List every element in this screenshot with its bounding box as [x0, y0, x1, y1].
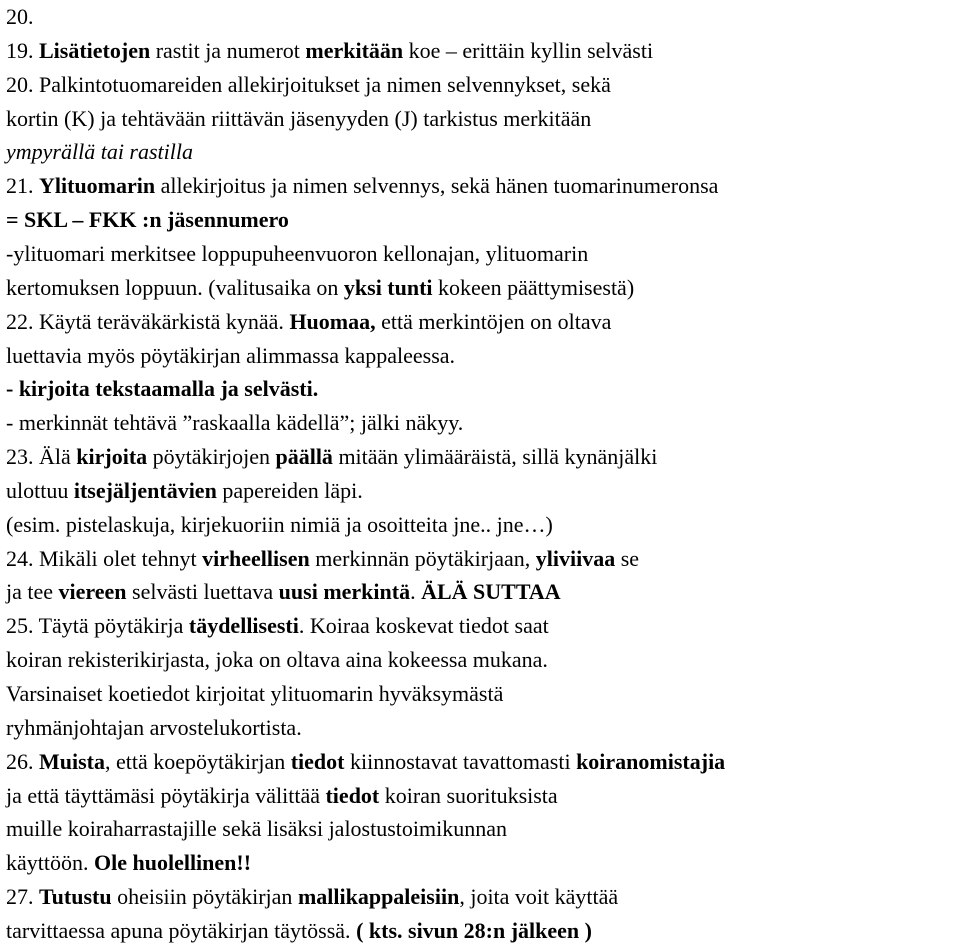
text-run: (esim. pistelaskuja, kirjekuoriin nimiä ja osoitteita jne.. jne…): [6, 511, 553, 537]
text-line: [6, 69, 611, 101]
text-line: [6, 238, 588, 270]
text-run: kortin (K) ja tehtävään riittävän jäsenyyden (J) tarkistus merkitään: [6, 105, 592, 131]
text-run: koiran rekisterikirjasta, joka on oltava aina kokeessa mukana.: [6, 647, 548, 673]
text-line: [6, 1, 34, 33]
text-run: 20.: [6, 4, 34, 29]
text-line: [6, 407, 463, 439]
bold-text: virheellisen: [202, 545, 310, 571]
text-run: ulottuu: [6, 477, 74, 503]
text-line: [6, 678, 503, 710]
bold-text: Muista: [39, 748, 105, 774]
text-run: kokeen päättymisestä): [432, 274, 635, 300]
text-run: . Koiraa koskevat tiedot saat: [298, 613, 549, 639]
bold-text: tiedot: [325, 782, 380, 808]
text-run: kiinnostavat tavattomasti: [344, 748, 577, 774]
text-line: [6, 881, 618, 913]
text-run: 20. Palkintotuomareiden allekirjoitukset ja nimen selvennykset, sekä: [6, 71, 611, 97]
bold-text: itsejäljentävien: [73, 477, 217, 503]
text-run: 27.: [6, 884, 39, 910]
text-line: [6, 441, 657, 473]
text-line: [6, 915, 592, 947]
text-line: [6, 576, 561, 608]
text-run: 23. Älä: [6, 444, 77, 470]
text-run: Varsinaiset koetiedot kirjoitat ylituomarin hyväksymästä: [6, 681, 504, 706]
bold-text: täydellisesti: [188, 613, 299, 639]
text-line: [6, 204, 289, 236]
text-run: 22. Käytä teräväkärkistä kynää.: [6, 308, 290, 334]
text-run: merkinnän pöytäkirjaan,: [309, 545, 536, 571]
text-line: [6, 373, 318, 405]
bold-text: kirjoita: [76, 444, 148, 470]
text-run: , että koepöytäkirjan: [105, 748, 291, 774]
text-run: 24. Mikäli olet tehnyt: [6, 545, 203, 571]
text-run: , joita voit käyttää: [459, 884, 619, 910]
text-run: oheisiin pöytäkirjan: [111, 884, 298, 910]
text-run: se: [615, 545, 640, 571]
text-run: papereiden läpi.: [216, 477, 363, 503]
bold-text: = SKL – FKK :n jäsennumero: [6, 207, 289, 233]
text-run: käyttöön.: [6, 850, 94, 876]
text-run: selvästi luettava: [126, 579, 279, 605]
italic-text: ympyrällä tai rastilla: [6, 139, 193, 165]
text-run: 26.: [6, 748, 39, 774]
text-line: [6, 644, 548, 676]
bold-text: yksi tunti: [343, 274, 433, 300]
bold-text: uusi merkintä: [278, 579, 411, 605]
text-line: [6, 746, 725, 778]
bold-text: Ole huolellinen!!: [94, 850, 252, 876]
text-run: koe – erittäin kyllin selvästi: [403, 37, 654, 63]
bold-text: yliviivaa: [535, 545, 616, 571]
text-run: 21.: [6, 173, 39, 199]
bold-text: - kirjoita tekstaamalla ja selvästi.: [6, 376, 319, 402]
text-line: [6, 610, 549, 642]
bold-text: ÄLÄ SUTTAA: [421, 579, 561, 605]
text-line: [6, 136, 193, 168]
bold-text: Tutustu: [39, 884, 112, 910]
text-run: rastit ja numerot: [150, 37, 306, 63]
bold-text: Huomaa,: [289, 308, 376, 334]
text-run: mitään ylimääräistä, sillä kynänjälki: [332, 444, 658, 470]
text-line: [6, 543, 639, 575]
text-run: ja että täyttämäsi pöytäkirja välittää: [6, 782, 326, 808]
text-line: [6, 712, 302, 744]
text-run: muille koiraharrastajille sekä lisäksi jalostustoimikunnan: [6, 816, 508, 842]
bold-text: Ylituomarin: [39, 173, 156, 199]
text-run: ryhmänjohtajan arvostelukortista.: [6, 714, 302, 740]
bold-text: koiranomistajia: [576, 748, 726, 774]
text-run: pöytäkirjojen: [147, 444, 276, 470]
text-line: [6, 509, 553, 541]
bold-text: päällä: [275, 444, 333, 470]
text-line: [6, 306, 611, 338]
text-run: koiran suorituksista: [379, 782, 558, 808]
text-run: - merkinnät tehtävä ”raskaalla kädellä”; jälki näkyy.: [6, 410, 464, 436]
text-line: [6, 475, 363, 507]
bold-text: merkitään: [305, 37, 404, 63]
text-line: [6, 170, 718, 202]
text-run: 25. Täytä pöytäkirja: [6, 613, 189, 639]
text-line: [6, 35, 653, 67]
text-line: [6, 813, 507, 845]
text-line: [6, 847, 251, 879]
text-line: [6, 103, 591, 135]
text-run: ja tee: [6, 579, 59, 605]
bold-text: viereen: [58, 579, 127, 605]
text-run: .: [410, 579, 422, 605]
bold-text: ( kts. sivun 28:n jälkeen ): [356, 917, 592, 943]
text-run: luettavia myös pöytäkirjan alimmassa kappaleessa.: [6, 342, 456, 368]
bold-text: mallikappaleisiin: [297, 884, 460, 910]
text-run: allekirjoitus ja nimen selvennys, sekä hänen tuomarinumeronsa: [155, 173, 719, 199]
text-line: [6, 780, 558, 812]
text-line: [6, 272, 634, 304]
text-run: -ylituomari merkitsee loppupuheenvuoron kellonajan, ylituomarin: [6, 240, 589, 266]
text-run: kertomuksen loppuun. (valitusaika on: [6, 274, 344, 300]
text-run: että merkintöjen on oltava: [375, 308, 612, 334]
text-run: 19.: [6, 37, 39, 63]
bold-text: tiedot: [290, 748, 345, 774]
text-run: tarvittaessa apuna pöytäkirjan täytössä.: [6, 917, 357, 943]
text-line: [6, 340, 455, 372]
bold-text: Lisätietojen: [39, 37, 151, 63]
